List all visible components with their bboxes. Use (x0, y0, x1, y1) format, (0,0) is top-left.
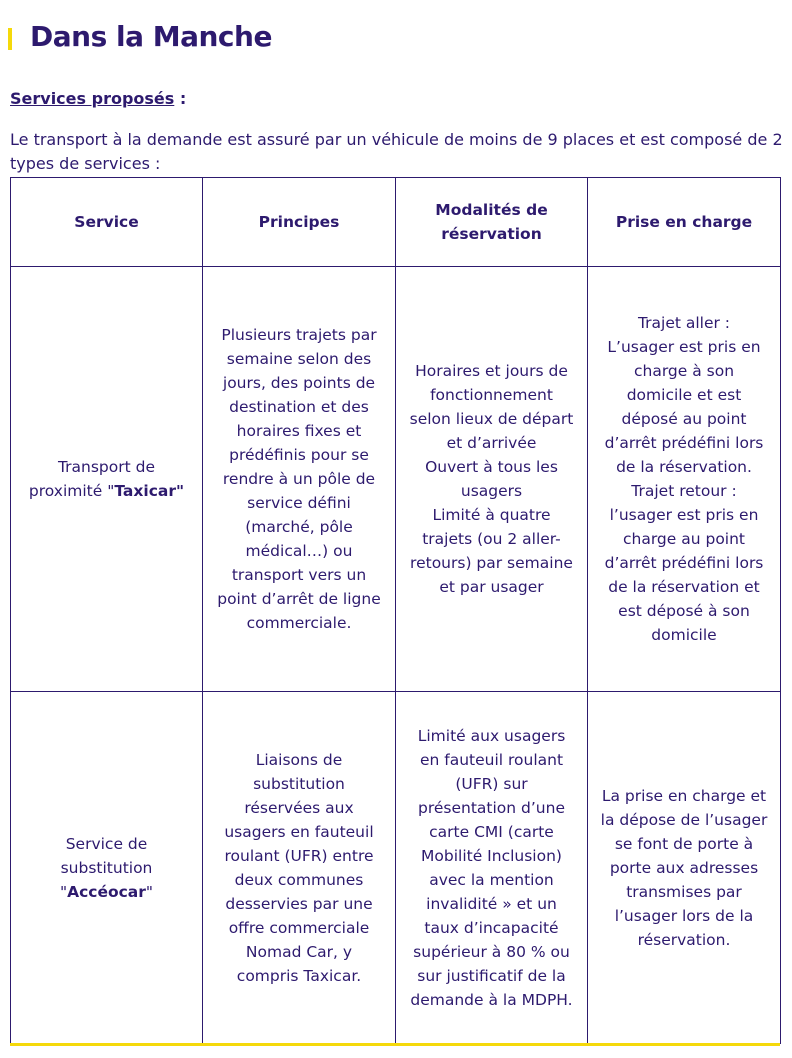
service-label: Transport de proximité " (28, 458, 156, 500)
cell-principes: Plusieurs trajets par semaine selon des jours, des points de destination et des horaires fixes et prédéfinis pour se rendre à un pôle de service défini (marché, pôle médical…) ou transport vers un point d’arrêt de ligne commerciale. (203, 267, 396, 692)
header-service: Service (11, 178, 203, 267)
service-name: Taxicar" (114, 482, 185, 500)
services-title-colon: : (174, 89, 187, 108)
header-prise-en-charge: Prise en charge (588, 178, 781, 267)
service-name: Accéocar (67, 882, 146, 901)
cell-principes: Liaisons de substitution réservées aux usagers en fauteuil roulant (UFR) entre deux communes desservies par une offre commerciale Nomad Car, y compris Taxicar. (203, 692, 396, 1044)
header-principes: Principes (203, 178, 396, 267)
heading-accent-bar (8, 28, 12, 50)
cell-prise-en-charge: Trajet aller : L’usager est pris en charge à son domicile et est déposé au point d’arrêt prédéfini lors de la réservation. Trajet retour : l’usager est pris en charge au point d’arrêt prédéfini lors de la réservation et est déposé à son domicile (588, 267, 781, 692)
services-intro-paragraph: Le transport à la demande est assuré par un véhicule de moins de 9 places et est composé de 2 types de services : (10, 130, 783, 173)
cell-modalites: Limité aux usagers en fauteuil roulant (UFR) sur présentation d’une carte CMI (carte Mobilité Inclusion) avec la mention invalidité » et un taux d’incapacité supérieur à 80 % ou sur justificatif de la demande à la MDPH. (396, 692, 588, 1044)
header-modalites: Modalités de réservation (396, 178, 588, 267)
services-section-title (10, 89, 186, 108)
cell-service (11, 692, 203, 1044)
page-heading (8, 18, 272, 54)
service-suffix: " (145, 882, 154, 901)
table-row (11, 267, 781, 692)
cell-prise-en-charge: La prise en charge et la dépose de l’usager se font de porte à porte aux adresses transmises par l’usager lors de la réservation. (588, 692, 781, 1044)
bottom-accent-line (10, 1043, 780, 1046)
cell-modalites: Horaires et jours de fonctionnement selon lieux de départ et d’arrivée Ouvert à tous les usagers Limité à quatre trajets (ou 2 aller-retours) par semaine et par usager (396, 267, 588, 692)
cell-service (11, 267, 203, 692)
services-table (10, 177, 781, 1044)
table-row (11, 692, 781, 1044)
service-label: Service de substitution " (59, 834, 153, 901)
page-title: Dans la Manche (30, 19, 272, 53)
table-header-row (11, 178, 781, 267)
services-title-link[interactable]: Services proposés (10, 89, 175, 108)
